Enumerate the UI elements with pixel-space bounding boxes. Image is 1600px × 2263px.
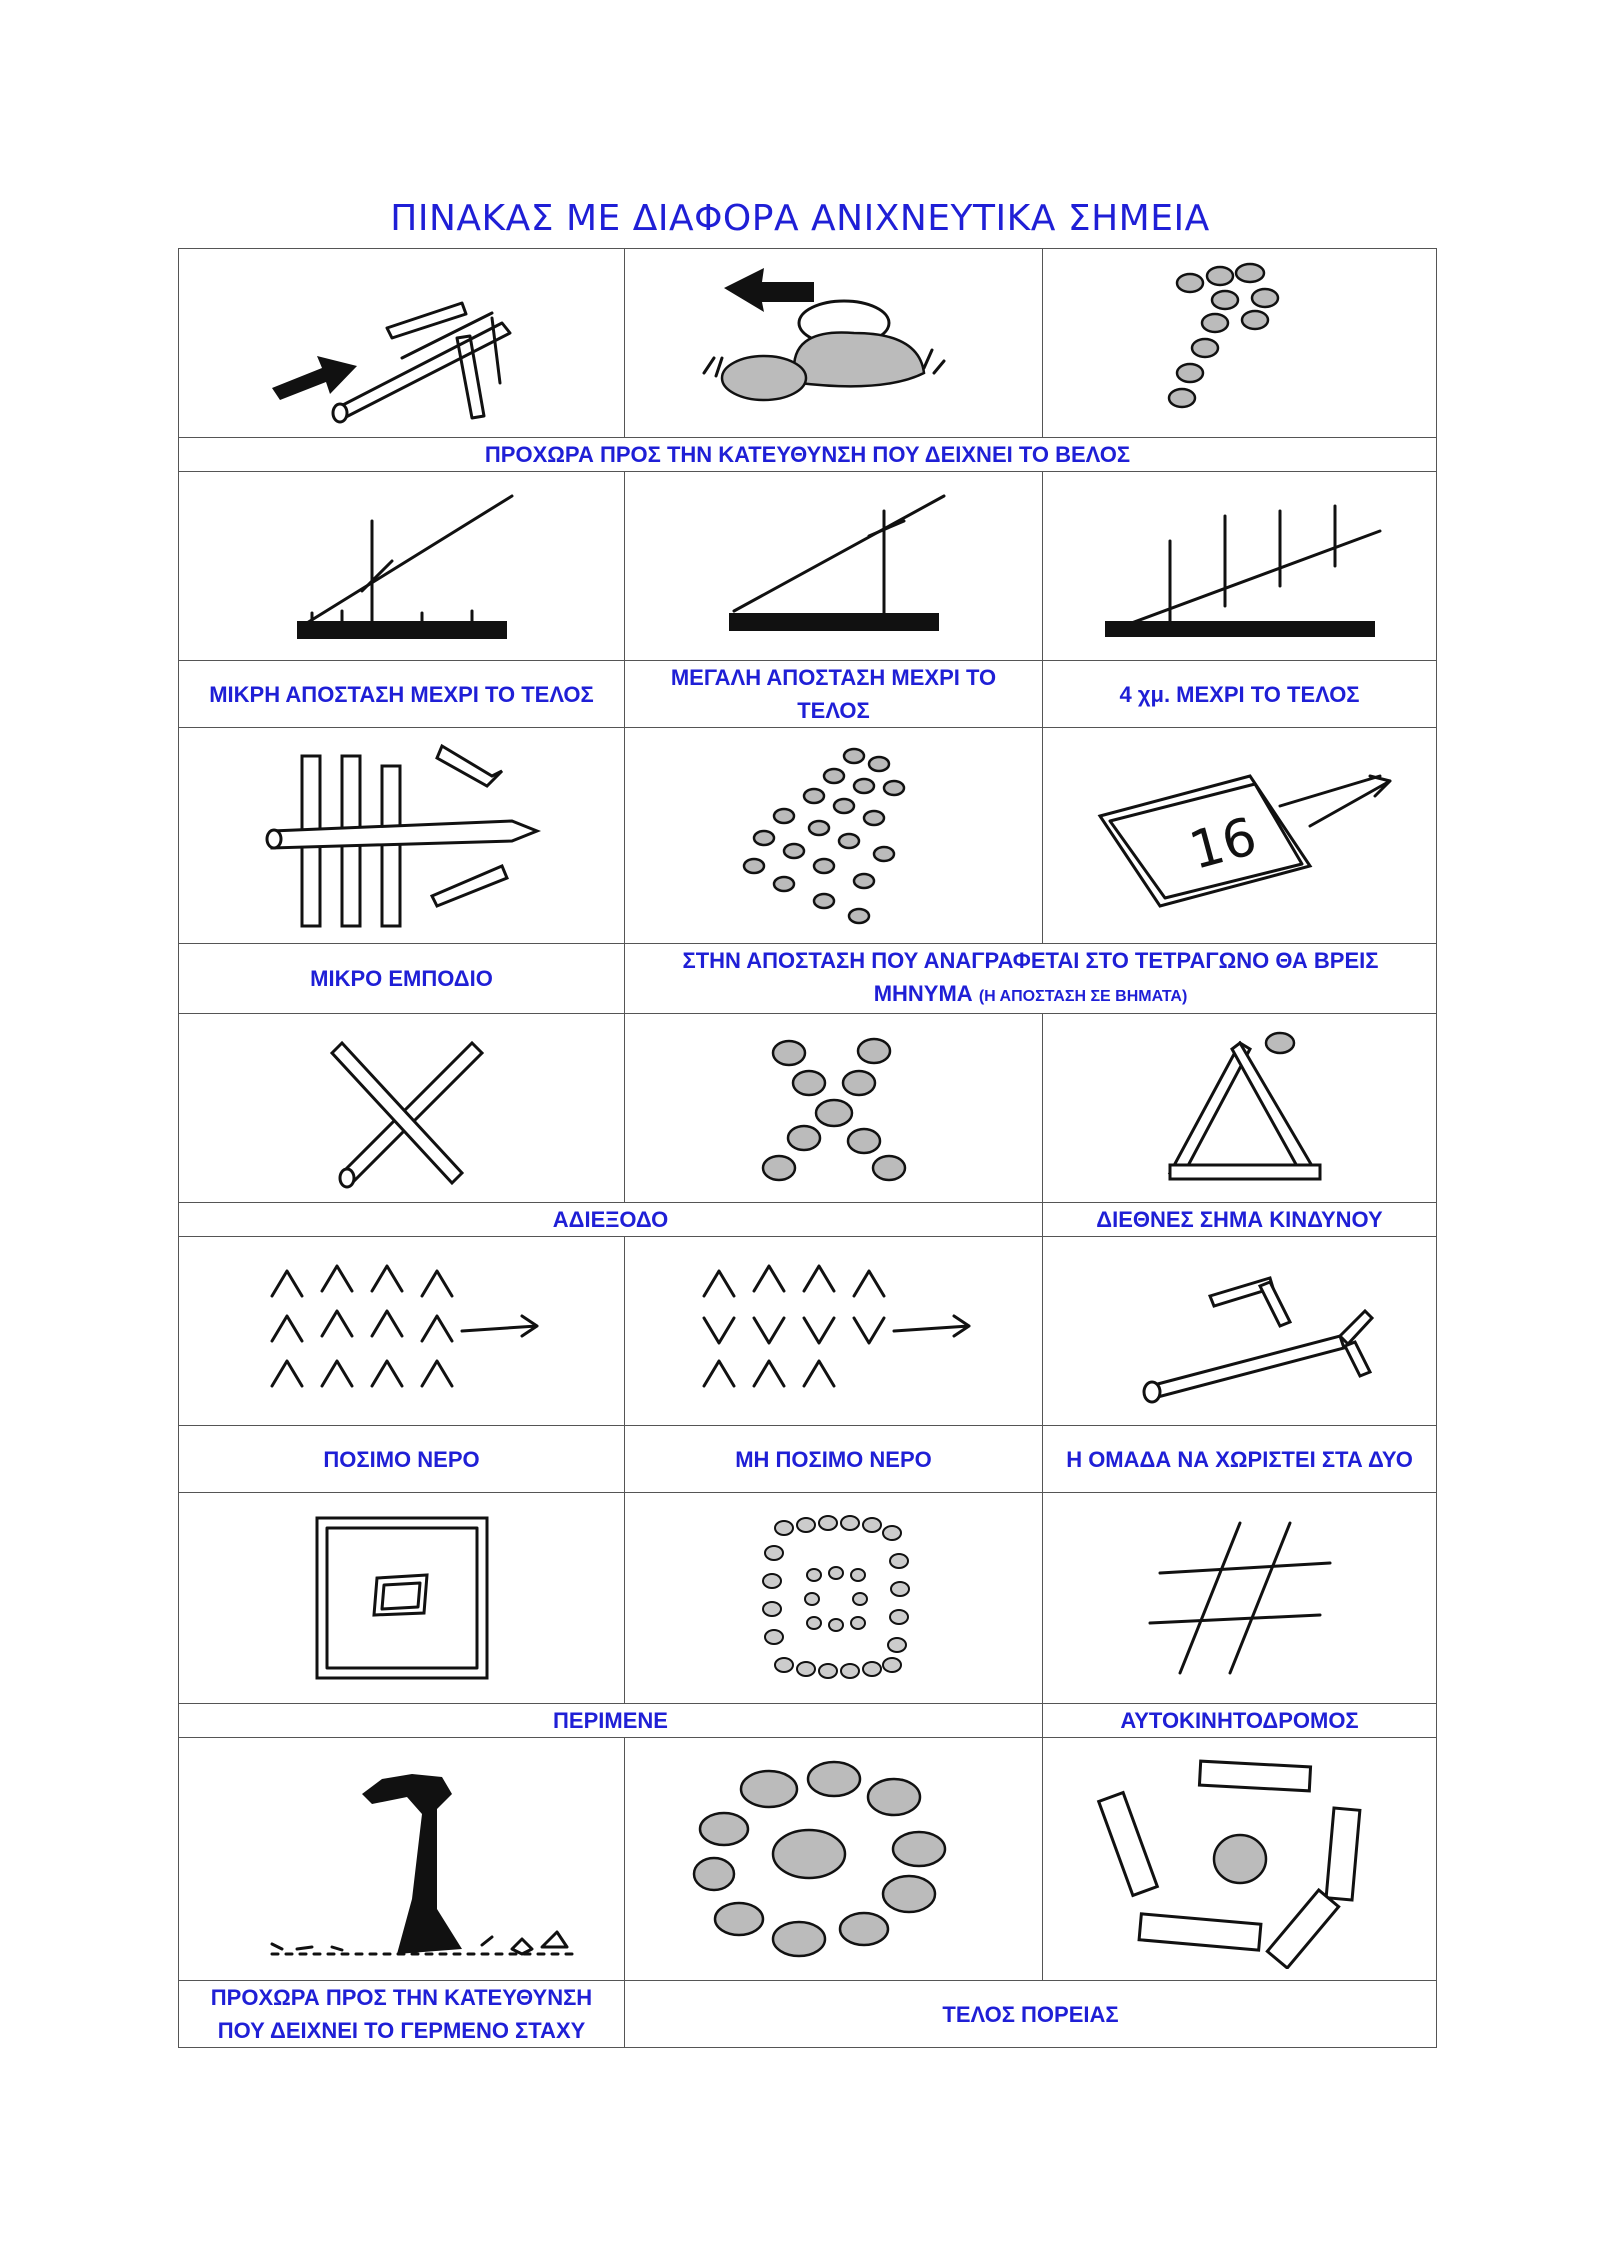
small-obstacle-sticks-icon xyxy=(252,736,552,936)
label-message-main: ΣΤΗΝ ΑΠΟΣΤΑΣΗ ΠΟΥ ΑΝΑΓΡΑΦΕΤΑΙ ΣΤΟ ΤΕΤΡΑΓΩΝΟ ΘΑ ΒΡΕΙΣ ΜΗΝΥΜΑ xyxy=(682,948,1379,1006)
label-four-km: 4 χμ. ΜΕΧΡΙ ΤΟ ΤΕΛΟΣ xyxy=(1043,661,1437,728)
trail-signs-table xyxy=(178,248,1436,2043)
cell-dead-end-sticks xyxy=(179,1014,625,1203)
label-small-obstacle: ΜΙΚΡΟ ΕΜΠΟΔΙΟ xyxy=(179,944,625,1014)
label-danger: ΔΙΕΘΝΕΣ ΣΗΜΑ ΚΙΝΔΥΝΟΥ xyxy=(1043,1203,1437,1237)
label-long-distance: ΜΕΓΑΛΗ ΑΠΟΣΤΑΣΗ ΜΕΧΡΙ ΤΟ ΤΕΛΟΣ xyxy=(625,661,1043,728)
split-group-sticks-icon xyxy=(1090,1256,1390,1406)
end-of-trail-sticks-icon xyxy=(1090,1749,1390,1969)
label-split-group: Η ΟΜΑΔΑ ΝΑ ΧΩΡΙΣΤΕΙ ΣΤΑ ΔΥΟ xyxy=(1043,1426,1437,1493)
label-wait: ΠΕΡΙΜΕΝΕ xyxy=(179,1704,1043,1738)
short-distance-stick-icon xyxy=(272,481,532,651)
label-drinking-water: ΠΟΣΙΜΟ ΝΕΡΟ xyxy=(179,1426,625,1493)
label-message xyxy=(625,944,1437,1014)
sticks-arrow-icon xyxy=(252,258,552,428)
four-km-stick-icon xyxy=(1090,481,1390,651)
crossed-sticks-icon xyxy=(302,1023,502,1193)
cell-not-drinking-water xyxy=(625,1237,1043,1426)
long-distance-stick-icon xyxy=(704,481,964,651)
cell-stones-seven xyxy=(1043,249,1437,438)
cell-message-square xyxy=(1043,728,1437,944)
danger-triangle-sticks-icon xyxy=(1140,1023,1340,1193)
cell-dead-end-stones xyxy=(625,1014,1043,1203)
label-bent-grass: ΠΡΟΧΩΡΑ ΠΡΟΣ ΤΗΝ ΚΑΤΕΥΘΥΝΣΗ ΠΟΥ ΔΕΙΧΝΕΙ ΤΟ ΓΕΡΜΕΝΟ ΣΤΑΧΥ xyxy=(179,1981,625,2048)
cell-danger-triangle xyxy=(1043,1014,1437,1203)
bent-grass-icon xyxy=(212,1749,592,1969)
label-ahead-arrow: ΠΡΟΧΩΡΑ ΠΡΟΣ ΤΗΝ ΚΑΤΕΥΘΥΝΣΗ ΠΟΥ ΔΕΙΧΝΕΙ ΤΟ ΒΕΛΟΣ xyxy=(179,438,1437,472)
cell-sticks-arrow xyxy=(179,249,625,438)
cell-wait-sticks xyxy=(179,1493,625,1704)
stones-arrow-icon xyxy=(684,258,984,428)
label-not-drinking-water: ΜΗ ΠΟΣΙΜΟ ΝΕΡΟ xyxy=(625,1426,1043,1493)
cell-long-distance xyxy=(625,472,1043,661)
message-stones-icon xyxy=(724,736,944,936)
label-end-of-trail: ΤΕΛΟΣ ΠΟΡΕΙΑΣ xyxy=(625,1981,1437,2048)
cell-short-distance xyxy=(179,472,625,661)
cell-drinking-water xyxy=(179,1237,625,1426)
cell-small-obstacle xyxy=(179,728,625,944)
cell-bent-grass xyxy=(179,1738,625,1981)
cell-wait-stones xyxy=(625,1493,1043,1704)
end-of-trail-stones-icon xyxy=(684,1749,984,1969)
cell-message-stones xyxy=(625,728,1043,944)
label-dead-end: ΑΔΙΕΞΟΔΟ xyxy=(179,1203,1043,1237)
cell-highway xyxy=(1043,1493,1437,1704)
not-drinking-water-sticks-icon xyxy=(684,1256,984,1406)
crossed-stones-icon xyxy=(734,1023,934,1193)
highway-hash-icon xyxy=(1140,1503,1340,1693)
message-number: 16 xyxy=(1183,806,1263,882)
label-message-note: (Η ΑΠΟΣΤΑΣΗ ΣΕ ΒΗΜΑΤΑ) xyxy=(978,988,1188,1005)
cell-four-km xyxy=(1043,472,1437,661)
wait-square-sticks-icon xyxy=(302,1503,502,1693)
cell-stones-arrow xyxy=(625,249,1043,438)
label-highway: ΑΥΤΟΚΙΝΗΤΟΔΡΟΜΟΣ xyxy=(1043,1704,1437,1738)
cell-split-group xyxy=(1043,1237,1437,1426)
cell-end-stones xyxy=(625,1738,1043,1981)
wait-square-stones-icon xyxy=(734,1503,934,1693)
message-square-icon xyxy=(1080,736,1400,936)
page-title: ΠΙΝΑΚΑΣ ΜΕ ΔΙΑΦΟΡΑ ΑΝΙΧΝΕΥΤΙΚΑ ΣΗΜΕΙΑ xyxy=(390,198,1210,239)
cell-end-sticks xyxy=(1043,1738,1437,1981)
drinking-water-sticks-icon xyxy=(252,1256,552,1406)
stones-seven-icon xyxy=(1140,258,1340,428)
label-short-distance: ΜΙΚΡΗ ΑΠΟΣΤΑΣΗ ΜΕΧΡΙ ΤΟ ΤΕΛΟΣ xyxy=(179,661,625,728)
